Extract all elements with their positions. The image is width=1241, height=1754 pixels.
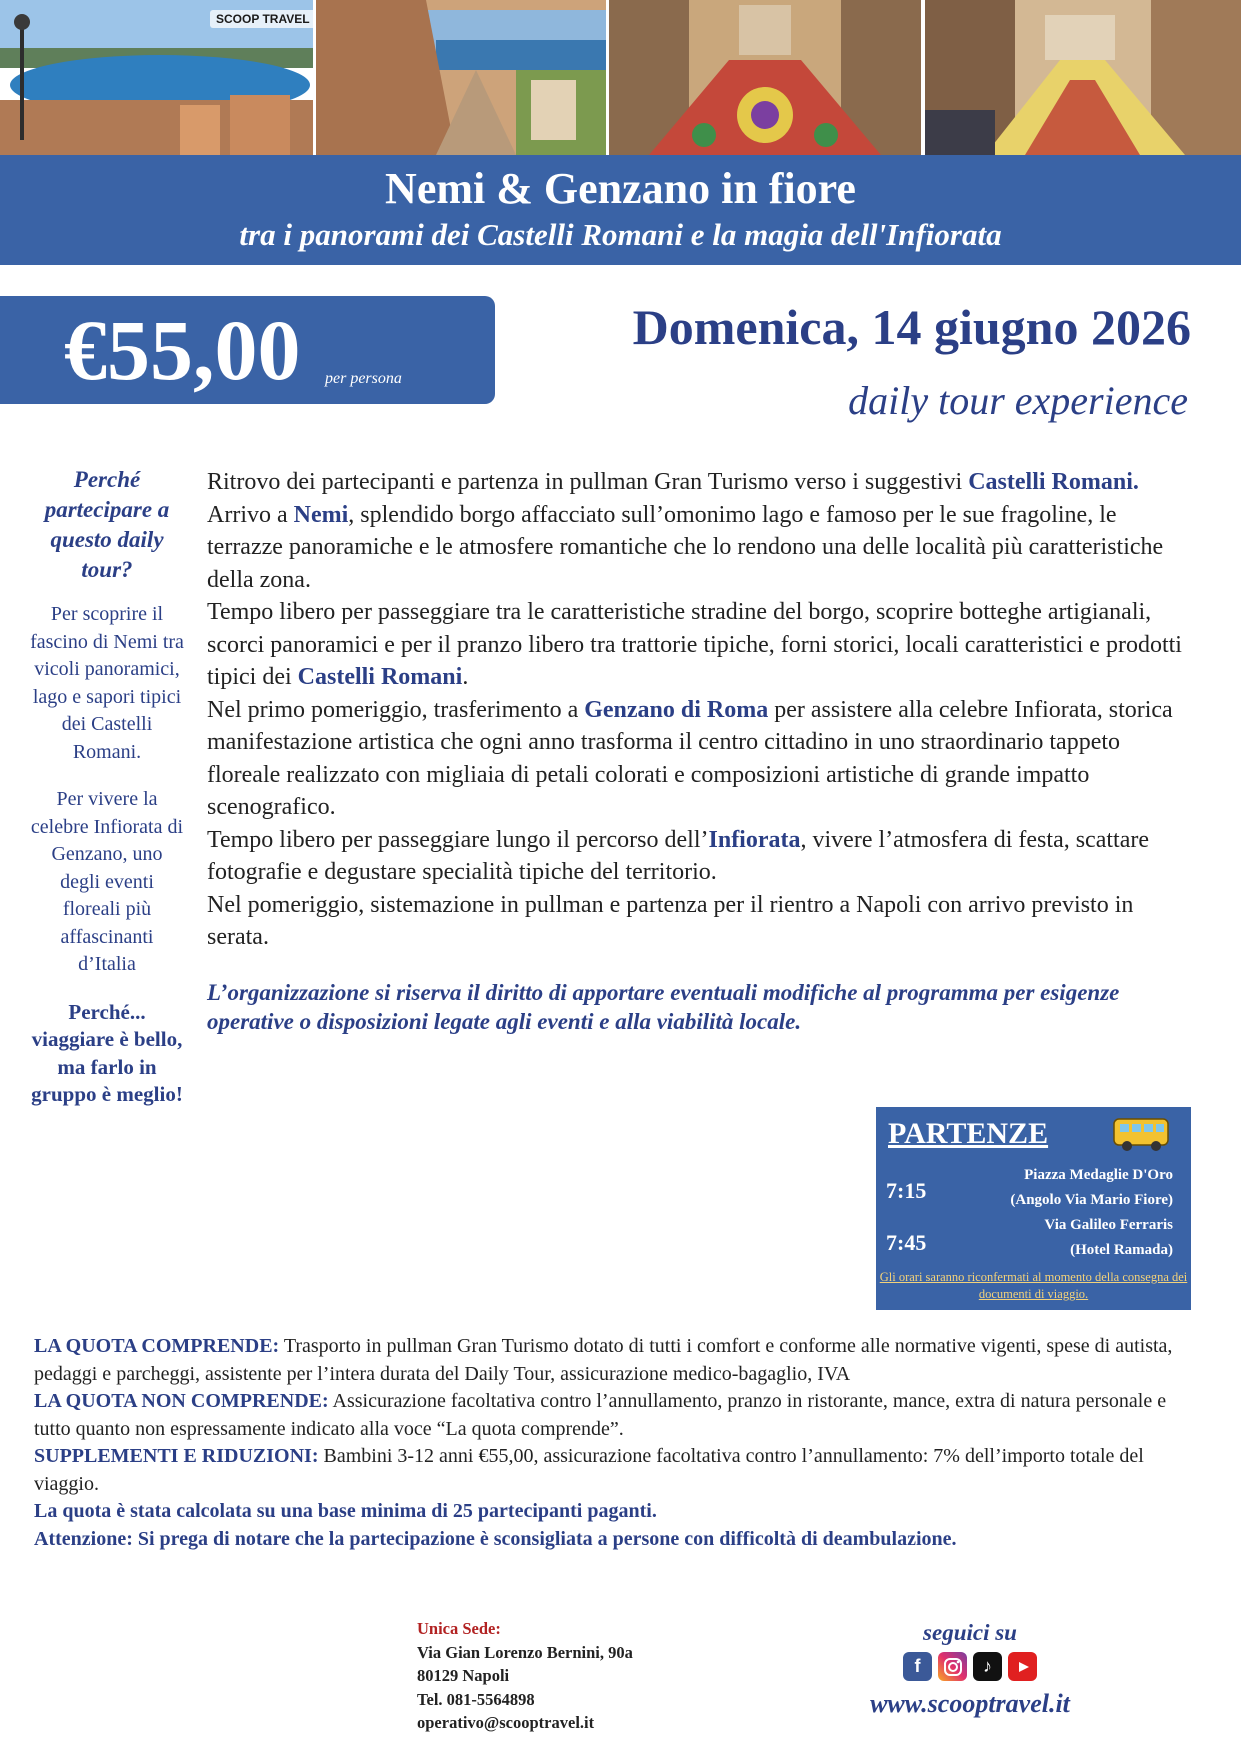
sidebar-reason-1: Per scoprire il fascino di Nemi tra vicoli panoramici, lago e sapori tipici dei Castelli Romani. — [30, 603, 184, 763]
includes-section — [34, 1333, 1204, 1388]
photo-strip — [0, 0, 1241, 155]
photo-infiorata-1 — [609, 0, 921, 155]
departures-title: PARTENZE — [888, 1117, 1049, 1150]
price-conditions — [34, 1333, 1204, 1553]
program-text: Arrivo a — [207, 501, 294, 528]
program-text: , splendido borgo affacciato sull’omonimo lago e famoso per le sue fragoline, le terrazze panoramiche e le atmosfere romantiche che lo rendono una delle località più caratteristiche della zona. — [207, 501, 1164, 593]
sidebar-closing: Perché... viaggiare è bello, ma farlo in gruppo è meglio! — [31, 999, 183, 1106]
follow-label: seguici su — [923, 1620, 1017, 1645]
program-text: . — [462, 664, 469, 690]
photo-infiorata-2 — [925, 0, 1241, 155]
program-text: Tempo libero per passeggiare lungo il percorso dell’ — [207, 826, 709, 853]
supplements-label: SUPPLEMENTI E RIDUZIONI: — [34, 1445, 319, 1467]
departure-place-line: (Hotel Ramada) — [1070, 1242, 1173, 1258]
address-city: 80129 Napoli — [417, 1666, 510, 1685]
program-highlight: Castelli Romani — [297, 664, 463, 690]
social-section — [840, 1620, 1100, 1719]
departure-place-line: Piazza Medaglie D'Oro — [1024, 1167, 1173, 1183]
tour-type: daily tour experience — [848, 378, 1188, 423]
program-disclaimer: L’organizzazione si riserva il diritto di apportare eventuali modifiche al programma per esigenze operative o disposizioni legate agli eventi e alla viabilità locale. — [207, 979, 1120, 1034]
includes-label: LA QUOTA COMPRENDE: — [34, 1335, 280, 1357]
departure-place-line: (Angolo Via Mario Fiore) — [1010, 1192, 1173, 1208]
departure-place-line: Via Galileo Ferraris — [1044, 1217, 1173, 1233]
page-title: Nemi & Genzano in fiore — [385, 164, 856, 213]
includes-text: Trasporto in pullman Gran Turismo dotato di tutti i comfort e conforme alle normative vigenti, spese di autista, pedaggi e parcheggi, assistente per l’intera durata del Daily Tour, assicurazione medico-bagaglio, IVA — [34, 1335, 1173, 1385]
program-highlight: Genzano di Roma — [584, 696, 769, 723]
tour-date: Domenica, 14 giugno 2026 — [632, 299, 1191, 355]
title-banner — [0, 155, 1241, 265]
sidebar-reason-2: Per vivere la celebre Infiorata di Genzano, uno degli eventi floreali più affascinanti d’Italia — [30, 788, 184, 975]
email-link[interactable]: operativo@scooptravel.it — [417, 1713, 595, 1732]
price-unit: per persona — [325, 370, 402, 387]
youtube-icon[interactable] — [1008, 1652, 1037, 1681]
sidebar-reasons — [30, 465, 184, 1109]
tour-program — [207, 466, 1197, 1036]
supplements-section — [34, 1443, 1204, 1498]
program-text: per assistere alla celebre Infiorata, storica manifestazione artistica che ogni anno trasforma il centro cittadino in uno straordinario tappeto floreale realizzato con migliaia di petali colorati e composizioni artistiche di grande impatto scenografico. — [207, 696, 1173, 820]
program-text: Ritrovo dei partecipanti e partenza in pullman Gran Turismo verso i suggestivi — [207, 469, 969, 495]
office-address — [417, 1617, 633, 1735]
facebook-icon[interactable]: f — [903, 1652, 932, 1681]
tiktok-icon[interactable]: ♪ — [973, 1652, 1002, 1681]
program-paragraph — [207, 824, 1197, 889]
price-amount: €55,00 — [64, 302, 301, 398]
program-paragraph — [207, 596, 1197, 694]
supplements-text: Bambini 3-12 anni €55,00, assicurazione facoltativa contro l’annullamento: 7% dell’importo totale del viaggio. — [34, 1445, 1144, 1495]
page-subtitle: tra i panorami dei Castelli Romani e la magia dell'Infiorata — [239, 217, 1002, 252]
address-line: Via Gian Lorenzo Bernini, 90a — [417, 1642, 633, 1662]
program-highlight: Castelli Romani. — [968, 469, 1139, 495]
program-text: Nel primo pomeriggio, trasferimento a — [207, 696, 585, 723]
departure-time: 7:15 — [886, 1178, 927, 1203]
social-icons — [840, 1652, 1100, 1681]
excludes-label: LA QUOTA NON COMPRENDE: — [34, 1390, 329, 1412]
bus-icon — [1112, 1115, 1172, 1153]
departure-time: 7:45 — [886, 1230, 927, 1255]
program-paragraph — [207, 499, 1197, 597]
instagram-icon[interactable] — [938, 1652, 967, 1681]
program-paragraph — [207, 466, 1197, 499]
program-text: Tempo libero per passeggiare tra le caratteristiche stradine del borgo, scoprire botteghe artigianali, scorci panoramici e per il pranzo libero tra trattorie tipiche, forni storici, locali caratteristici e prodotti tipici dei — [207, 599, 1182, 690]
website-link[interactable]: www.scooptravel.it — [870, 1689, 1070, 1718]
program-highlight: Nemi — [293, 501, 349, 528]
photo-nemi-street — [316, 0, 606, 155]
departures-note: Gli orari saranno riconfermati al momento della consegna dei documenti di viaggio. — [879, 1270, 1188, 1301]
departure-place — [963, 1213, 1173, 1263]
program-text: , vivere l’atmosfera di festa, scattare fotografie e degustare specialità tipiche del territorio. — [207, 826, 1149, 885]
scoop-travel-logo: SCOOP TRAVEL — [210, 10, 316, 28]
program-paragraph — [207, 694, 1197, 824]
mobility-warning: Attenzione: Si prega di notare che la partecipazione è sconsigliata a persone con difficoltà di deambulazione. — [34, 1527, 957, 1550]
program-paragraph: Nel pomeriggio, sistemazione in pullman e partenza per il rientro a Napoli con arrivo previsto in serata. — [207, 891, 1134, 950]
office-title: Unica Sede: — [417, 1619, 501, 1638]
sidebar-question: Perché partecipare a questo daily tour? — [44, 467, 170, 582]
excludes-section — [34, 1388, 1204, 1443]
excludes-text: Assicurazione facoltativa contro l’annullamento, pranzo in ristorante, mance, extra di natura personale e tutto quanto non espressamente indicato alla voce “La quota comprende”. — [34, 1390, 1167, 1440]
minimum-participants: La quota è stata calcolata su una base minima di 25 partecipanti paganti. — [34, 1500, 657, 1522]
price-box — [0, 296, 495, 404]
departures-box — [876, 1107, 1191, 1310]
departure-place — [963, 1163, 1173, 1213]
program-highlight: Infiorata — [708, 826, 801, 853]
phone-number: Tel. 081-5564898 — [417, 1689, 535, 1709]
